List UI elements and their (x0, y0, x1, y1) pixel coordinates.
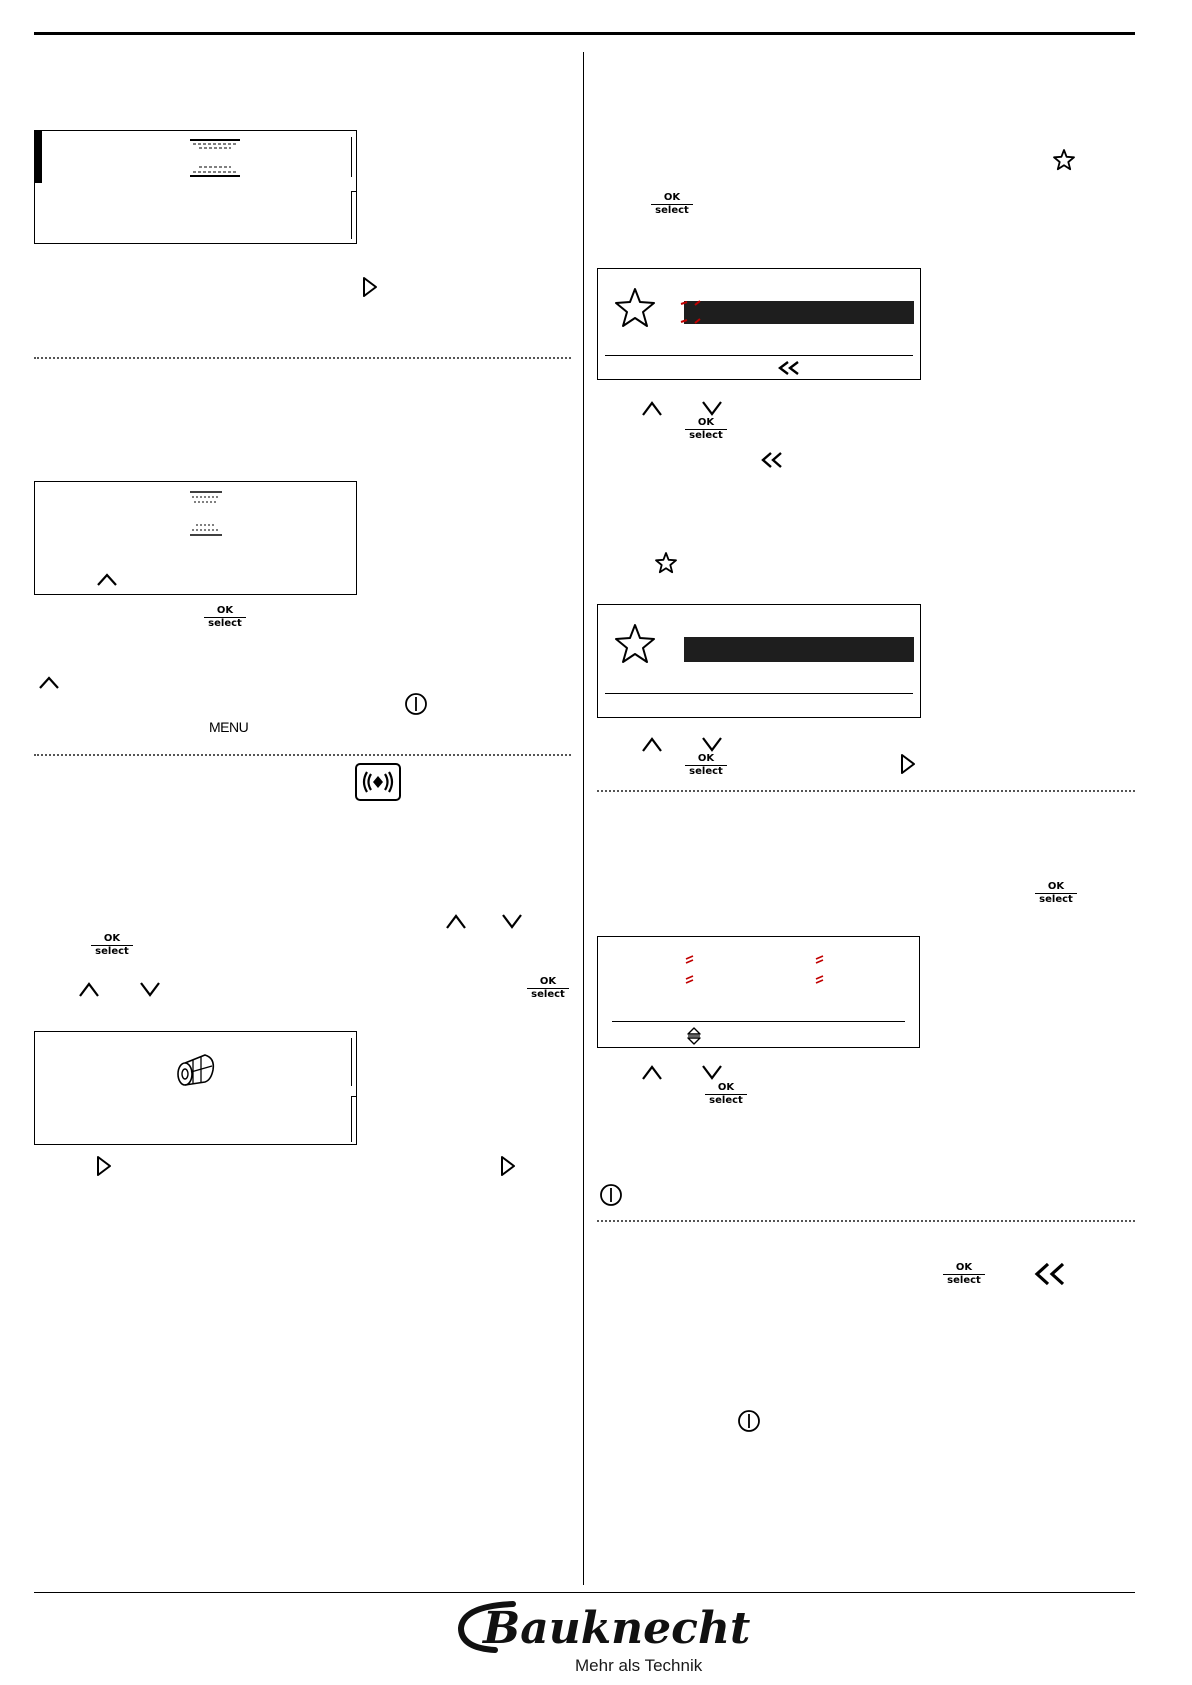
select-label: select (208, 618, 242, 629)
ok-select-button-icon (204, 606, 246, 629)
up-down-arrows-icon (686, 1026, 702, 1046)
display-divider (612, 1021, 905, 1022)
ok-select-button-icon (527, 977, 569, 1000)
section-separator (597, 1220, 1135, 1222)
ok-select-button-icon (705, 1083, 747, 1106)
select-label: select (947, 1275, 981, 1286)
ok-select-button-icon (651, 193, 693, 216)
ok-select-button-icon (685, 754, 727, 777)
ok-select-button-icon (91, 934, 133, 957)
scrollbar-track (351, 137, 352, 177)
cursor-marks (680, 300, 706, 326)
chevron-up-icon (640, 735, 664, 753)
power-icon (599, 1183, 623, 1207)
select-label: select (95, 946, 129, 957)
ok-select-button-icon (685, 418, 727, 441)
chevron-up-icon (77, 980, 101, 998)
display-panel-heating (34, 130, 357, 244)
column-divider (583, 52, 584, 1585)
double-chevron-left-icon (760, 451, 784, 469)
select-label: select (689, 766, 723, 777)
ok-select-button-icon (943, 1263, 985, 1286)
ok-label: OK (705, 1083, 747, 1095)
ok-label: OK (91, 934, 133, 946)
top-bottom-heating-icon (185, 137, 245, 181)
play-triangle-icon (500, 1155, 516, 1177)
select-label: select (655, 205, 689, 216)
display-panel-heating-confirm (34, 481, 357, 595)
star-icon (614, 287, 656, 329)
select-label: select (689, 430, 723, 441)
section-separator (34, 357, 571, 359)
ok-select-button-icon (1035, 882, 1077, 905)
ok-label: OK (1035, 882, 1077, 894)
double-chevron-left-icon (1033, 1262, 1067, 1286)
top-bottom-heating-icon (176, 490, 236, 538)
display-panel-favorite-edit (597, 268, 921, 380)
play-triangle-icon (96, 1155, 112, 1177)
selection-marker (35, 131, 42, 183)
chevron-down-icon (500, 912, 524, 930)
double-chevron-left-icon (777, 360, 801, 376)
brand-swoosh (455, 1598, 751, 1654)
play-triangle-icon (900, 753, 916, 775)
ok-label: OK (943, 1263, 985, 1275)
ok-label: OK (685, 418, 727, 430)
select-label: select (1039, 894, 1073, 905)
top-rule (34, 32, 1135, 35)
menu-button-label: MENU (209, 719, 249, 735)
ok-label: OK (651, 193, 693, 205)
chevron-up-icon (37, 674, 61, 690)
power-icon (737, 1409, 761, 1433)
select-label: select (709, 1095, 743, 1106)
brand-tagline: Mehr als Technik (575, 1656, 703, 1675)
chevron-up-icon (640, 1063, 664, 1081)
chevron-down-icon (700, 1063, 724, 1081)
star-icon (654, 551, 678, 575)
chevron-down-icon (138, 980, 162, 998)
chevron-up-icon (444, 912, 468, 930)
chevron-up-icon (640, 399, 664, 417)
bottom-rule (34, 1592, 1135, 1593)
select-label: select (531, 989, 565, 1000)
favorite-name-field (684, 301, 914, 324)
display-divider (605, 693, 913, 694)
display-panel-accessory (34, 1031, 357, 1145)
steam-function-icon (355, 763, 401, 801)
accessory-roll-icon (175, 1050, 219, 1090)
scrollbar-thumb (351, 191, 356, 239)
ok-label: OK (204, 606, 246, 618)
chevron-up-icon (95, 571, 119, 587)
star-icon (614, 623, 656, 665)
scrollbar-thumb (351, 1096, 356, 1142)
star-icon (1052, 148, 1076, 172)
display-panel-favorite (597, 604, 921, 718)
power-icon (404, 692, 428, 716)
scrollbar-track (351, 1038, 352, 1086)
brand-logo (455, 1598, 751, 1675)
chevron-down-icon (700, 399, 724, 417)
section-separator (597, 790, 1135, 792)
ok-label: OK (527, 977, 569, 989)
favorite-name-field (684, 637, 914, 662)
edit-marks (686, 955, 846, 995)
section-separator (34, 754, 571, 756)
ok-label: OK (685, 754, 727, 766)
chevron-down-icon (700, 735, 724, 753)
play-triangle-icon (362, 276, 378, 298)
display-panel-settings (597, 936, 920, 1048)
display-divider (605, 355, 913, 356)
brand-name: Bauknecht (483, 1603, 751, 1654)
